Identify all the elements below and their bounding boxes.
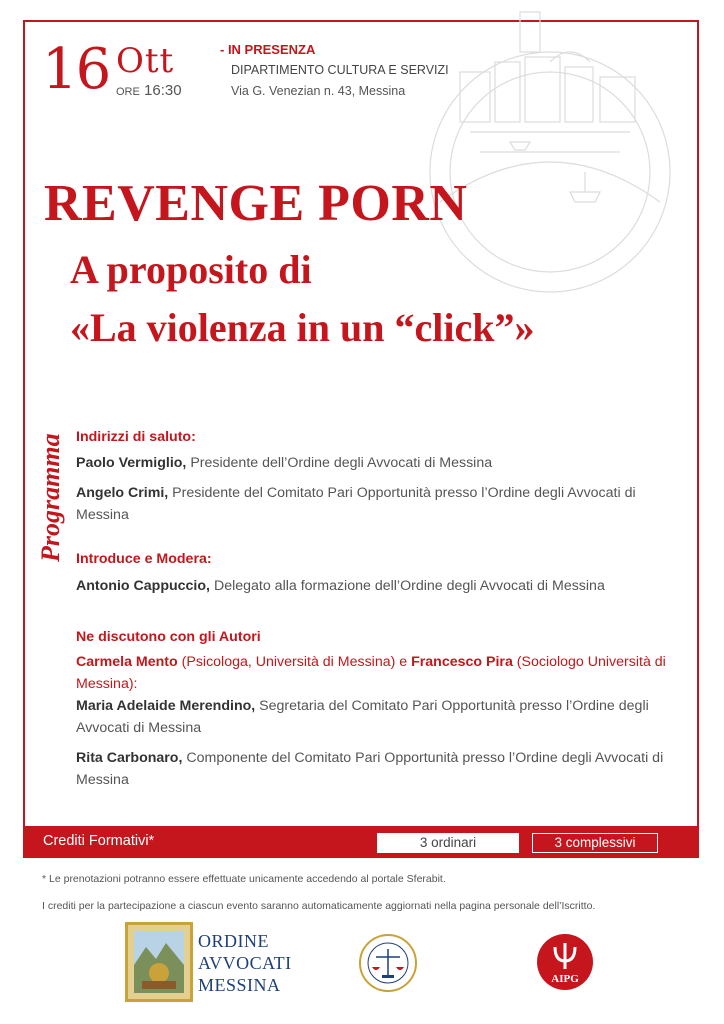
author-name: Carmela Mento	[76, 654, 178, 670]
ordine-avvocati-logo-text	[198, 930, 292, 996]
speaker-role: Presidente del Comitato Pari Opportunità presso l’Ordine degli Avvocati di Messina	[76, 485, 636, 523]
authors-item	[76, 651, 686, 695]
speaker-name: Angelo Crimi,	[76, 485, 169, 501]
greeting-item	[76, 482, 686, 526]
logo-line: MESSINA	[198, 975, 281, 995]
speaker-name: Rita Carbonaro,	[76, 750, 183, 766]
credits-update-note: I crediti per la partecipazione a ciascun evento saranno automaticamente aggiornati nella pagina personale dell’Iscritto.	[42, 900, 596, 912]
discussant-item	[76, 747, 686, 791]
moderator-section	[76, 548, 686, 570]
author-role: (Sociologo Università di Messina):	[76, 654, 666, 692]
discussion-heading: Ne discutono con gli Autori	[76, 629, 261, 645]
greeting-item	[76, 452, 686, 474]
booking-note: * Le prenotazioni potranno essere effettuate unicamente accedendo al portale Sferabit.	[42, 873, 446, 885]
author-role: (Psicologa, Università di Messina) e	[177, 654, 412, 670]
speaker-role: Presidente dell’Ordine degli Avvocati di Messina	[186, 455, 493, 471]
moderator-heading: Introduce e Modera:	[76, 551, 212, 567]
programma-vertical-label: Programma	[36, 433, 65, 562]
discussion-section	[76, 626, 686, 648]
discussant-item	[76, 695, 686, 739]
logo-line: AVVOCATI	[198, 953, 292, 973]
title-main: REVENGE PORN	[44, 175, 468, 232]
credits-ordinary: 3 ordinari	[377, 833, 519, 853]
comitato-pari-opportunita-seal	[358, 933, 418, 993]
logo-line: ORDINE	[198, 931, 269, 951]
event-address: Via G. Venezian n. 43, Messina	[231, 84, 406, 98]
time-value: 16:30	[144, 82, 182, 99]
speaker-name: Maria Adelaide Merendino,	[76, 698, 256, 714]
title-subtitle-line2: «La violenza in un “click”»	[70, 305, 535, 350]
speaker-name: Paolo Vermiglio,	[76, 455, 187, 471]
greetings-heading: Indirizzi di saluto:	[76, 429, 196, 445]
title-subtitle-line1: A proposito di	[70, 247, 312, 292]
event-venue: DIPARTIMENTO CULTURA E SERVIZI	[231, 63, 449, 77]
event-day: 16	[42, 37, 110, 102]
aipg-logo	[536, 933, 594, 991]
event-month: Ott	[116, 41, 175, 81]
greetings-section	[76, 426, 686, 448]
credits-bar	[23, 826, 699, 858]
time-label: ORE	[116, 86, 140, 98]
speaker-role: Delegato alla formazione dell’Ordine degli Avvocati di Messina	[210, 578, 605, 594]
author-name: Francesco Pira	[411, 654, 513, 670]
credits-total: 3 complessivi	[532, 833, 658, 853]
ordine-avvocati-emblem	[125, 922, 193, 1002]
moderator-item	[76, 575, 686, 597]
aipg-text: AIPG	[551, 973, 579, 985]
speaker-role: Segretaria del Comitato Pari Opportunità presso l’Ordine degli Avvocati di Messina	[76, 698, 649, 736]
speaker-role: Componente del Comitato Pari Opportunità presso l’Ordine degli Avvocati di Messina	[76, 750, 664, 788]
event-time	[116, 82, 182, 99]
credits-label: Crediti Formativi*	[43, 833, 155, 849]
speaker-name: Antonio Cappuccio,	[76, 578, 210, 594]
event-mode: - IN PRESENZA	[220, 42, 316, 57]
